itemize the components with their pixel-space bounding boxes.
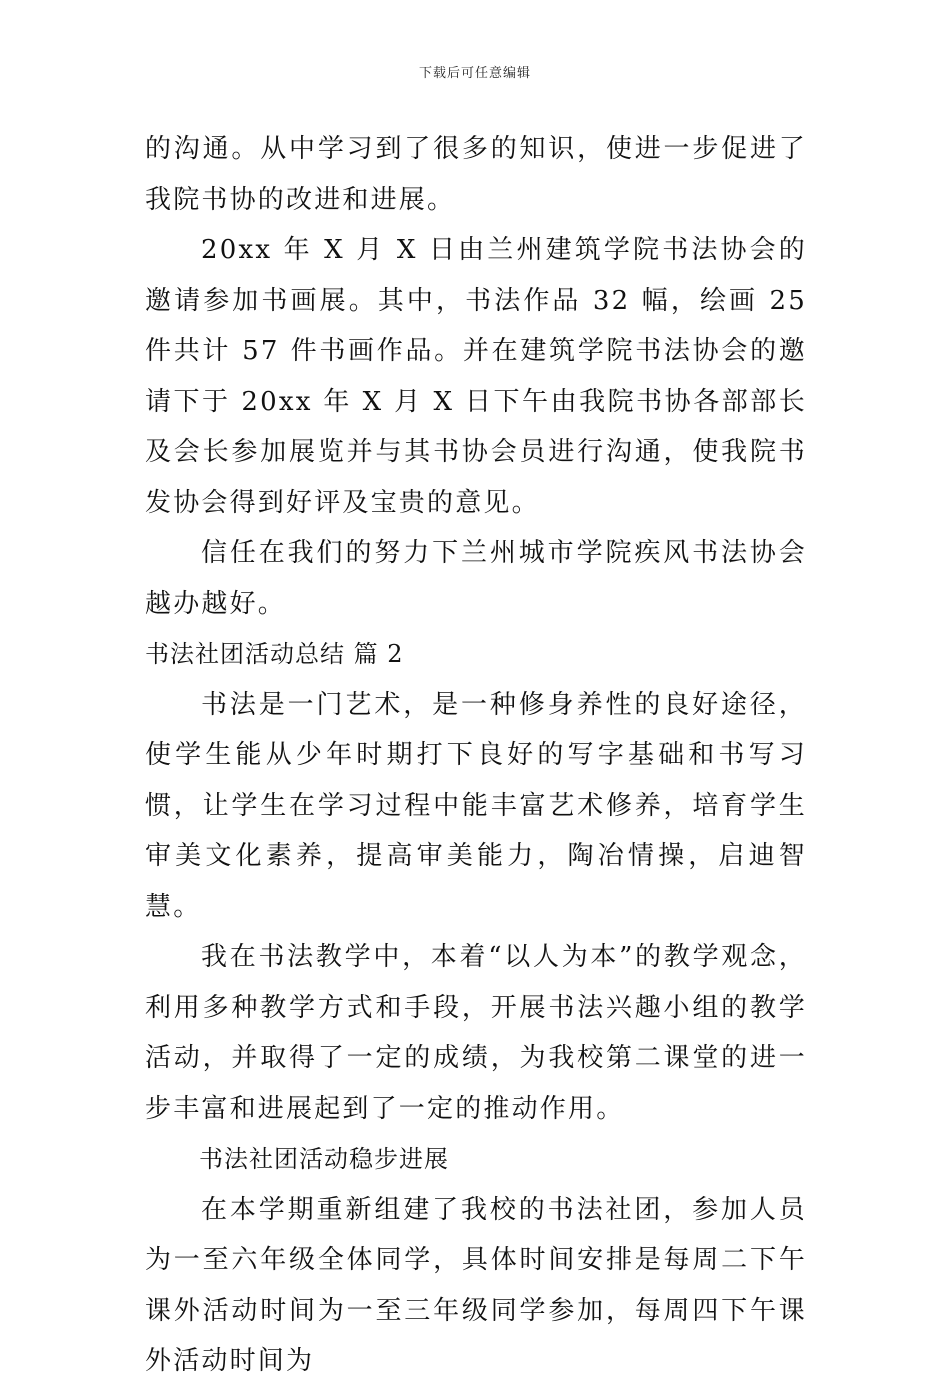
document-body	[145, 124, 807, 1387]
paragraph-teaching: 我在书法教学中，本着“以人为本”的教学观念，利用多种教学方式和手段，开展书法兴趣小组的教学活动，并取得了一定的成绩，为我校第二课堂的进一步丰富和进展起到了一定的推动作用。	[145, 942, 807, 1124]
paragraph-calligraphy-art: 书法是一门艺术，是一种修身养性的良好途径，使学生能从少年时期打下良好的写字基础和书写习惯，让学生在学习过程中能丰富艺术修养，培育学生审美文化素养，提高审美能力，陶冶情操，启迪智慧。	[145, 689, 807, 922]
section-heading: 书法社团活动总结 篇 2	[145, 640, 404, 668]
subsection-heading: 书法社团活动稳步进展	[199, 1145, 449, 1173]
paragraph-exhibition: 20xx 年 X 月 X 日由兰州建筑学院书法协会的邀请参加书画展。其中，书法作品 32 幅，绘画 25 件共计 57 件书画作品。并在建筑学院书法协会的邀请下于 20xx 年 X 月 X 日下午由我院书协各部部长及会长参加展览并与其书协会员进行沟通，使我院书发协会得到好评及宝贵的意见。	[145, 235, 807, 518]
page-header-note: 下载后可任意编辑	[418, 66, 531, 81]
paragraph-club-schedule: 在本学期重新组建了我校的书法社团，参加人员为一至六年级全体同学，具体时间安排是每周二下午课外活动时间为一至三年级同学参加，每周四下午课外活动时间为	[145, 1194, 807, 1376]
paragraph-continuation: 的沟通。从中学习到了很多的知识，使进一步促进了我院书协的改进和进展。	[145, 134, 807, 215]
paragraph-trust: 信任在我们的努力下兰州城市学院疾风书法协会越办越好。	[145, 538, 807, 619]
